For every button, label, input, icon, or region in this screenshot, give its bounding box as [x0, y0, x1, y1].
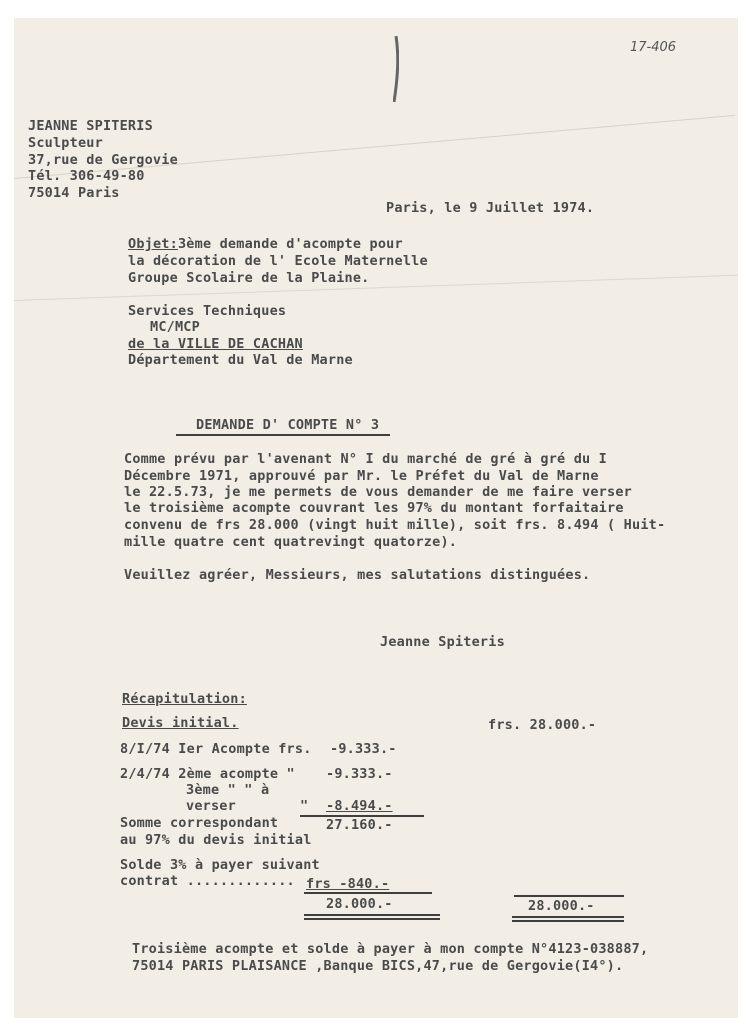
body-line-6: mille quatre cent quatrevingt quatorze).	[124, 534, 458, 550]
recap-devis-amount: frs. 28.000.-	[488, 717, 597, 733]
recap-sum-label-2: au 97% du devis initial	[120, 832, 312, 848]
sender-street: 37,rue de Gergovie	[28, 152, 178, 168]
object-label: Objet:	[128, 236, 178, 252]
ink-mark	[393, 36, 399, 102]
body-line-4: le troisième acompte couvrant les 97% du montant forfaitaire	[124, 500, 624, 516]
body-line-2: Décembre 1971, approuvé par Mr. le Préfet du Val de Marne	[124, 468, 599, 484]
footer-line-1: Troisième acompte et solde à payer à mon compte N°4123-038887,	[132, 941, 649, 957]
recipient-line-3: de la VILLE DE CACHAN	[128, 336, 303, 352]
recap-sum-label-1: Somme correspondant	[120, 815, 279, 831]
sender-title: Sculpteur	[28, 135, 103, 151]
object-line-1	[128, 236, 403, 252]
closing-line: Veuillez agréer, Messieurs, mes salutations distinguées.	[124, 567, 591, 583]
sender-name: JEANNE SPITERIS	[28, 118, 153, 134]
letter-heading: DEMANDE D' COMPTE N° 3	[196, 417, 380, 433]
recap-solde-label-2: contrat .............	[120, 873, 295, 889]
recap-row3-quote: "	[300, 798, 309, 814]
object-line-3: Groupe Scolaire de la Plaine.	[128, 270, 370, 286]
body-line-1: Comme prévu par l'avenant N° I du marché de gré à gré du I	[124, 451, 608, 467]
recap-total-right: 28.000.-	[528, 898, 595, 914]
sender-phone: Tél. 306-49-80	[28, 168, 145, 184]
recap-sum-amount: 27.160.-	[326, 817, 393, 833]
total-rule-bottom-right-1	[512, 916, 624, 918]
recap-row1-label: 8/I/74 Ier Acompte frs.	[120, 741, 312, 757]
recap-solde-amount: frs -840.-	[306, 876, 390, 892]
recap-row2-label: 2/4/74 2ème acompte "	[120, 766, 295, 782]
recap-title: Récapitulation:	[122, 691, 247, 707]
total-rule-bottom-left-2	[304, 918, 440, 920]
body-line-3: le 22.5.73, je me permets de vous demander de me faire verser	[124, 484, 632, 500]
recap-row1-amount: -9.333.-	[330, 741, 397, 757]
recap-row3-label-a: 3ème " " à	[186, 782, 270, 798]
recipient-line-2: MC/MCP	[150, 319, 200, 335]
total-rule-bottom-right-2	[512, 920, 624, 922]
total-rule-top-left	[304, 892, 432, 894]
total-rule-top-right	[514, 895, 624, 897]
letter-date: Paris, le 9 Juillet 1974.	[386, 200, 595, 216]
recipient-line-1: Services Techniques	[128, 303, 287, 319]
recap-devis-label: Devis initial.	[122, 715, 239, 731]
reference-number: 17-406	[630, 40, 677, 55]
body-line-5: convenu de frs 28.000 (vingt huit mille), soit frs. 8.494 ( Huit-	[124, 517, 666, 533]
signature: Jeanne Spiteris	[380, 634, 505, 650]
recap-row3-label-b: verser	[186, 798, 236, 814]
total-rule-bottom-left-1	[304, 914, 440, 916]
recipient-line-4: Département du Val de Marne	[128, 352, 353, 368]
sender-city: 75014 Paris	[28, 185, 120, 201]
recap-total-left: 28.000.-	[326, 896, 393, 912]
object-line-2: la décoration de l' Ecole Maternelle	[128, 253, 428, 269]
footer-line-2: 75014 PARIS PLAISANCE ,Banque BICS,47,rue de Gergovie(I4°).	[132, 958, 624, 974]
heading-underline	[176, 434, 390, 436]
recap-row3-amount: -8.494.-	[326, 798, 393, 814]
recap-row2-amount: -9.333.-	[326, 766, 393, 782]
recap-solde-label-1: Solde 3% à payer suivant	[120, 857, 320, 873]
object-text: 3ème demande d'acompte pour	[177, 236, 403, 252]
